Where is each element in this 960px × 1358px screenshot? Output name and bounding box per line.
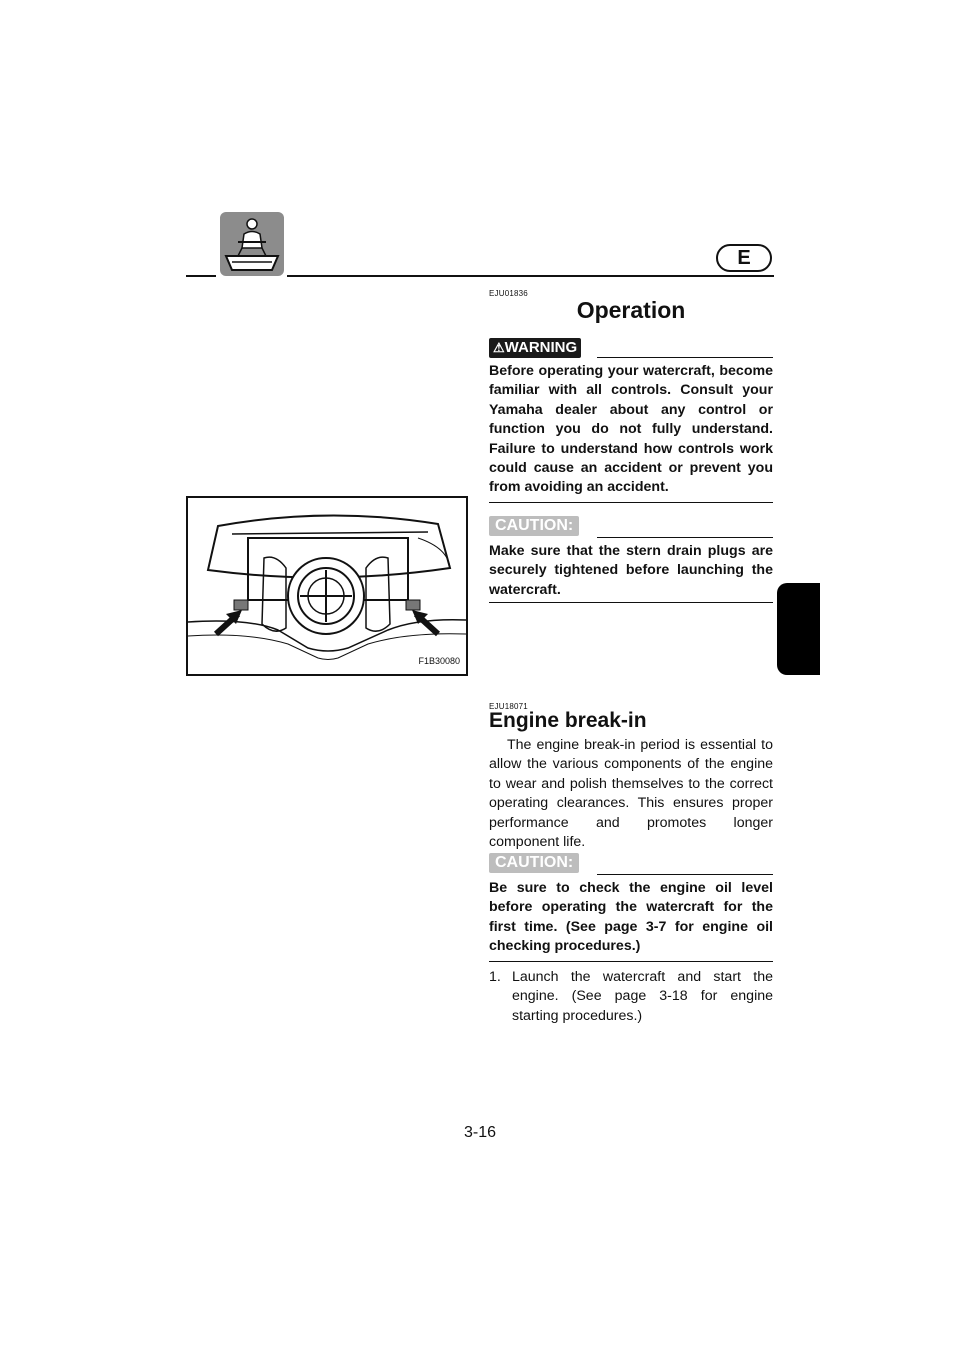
caution-text: Make sure that the stern drain plugs are securely tightened before launching the watercraft. xyxy=(489,543,773,598)
warning-rule-bottom xyxy=(489,502,773,503)
warning-rule-top xyxy=(597,357,773,358)
header-rule-right xyxy=(287,275,774,277)
break-in-code: EJU18071 xyxy=(489,702,528,711)
page-number: 3-16 xyxy=(463,1124,497,1141)
break-in-caution-text: Be sure to check the engine oil level before operating the watercraft for the first time. (See page 3-7 for engine oil checking procedures.) xyxy=(489,880,773,955)
step-text: Launch the watercraft and start the engine. (See page 3-18 for engine starting procedures.) xyxy=(512,969,773,1024)
figure-code: F1B30080 xyxy=(418,656,460,666)
warning-text: Before operating your watercraft, become familiar with all controls. Consult your Yamaha dealer about any control or function you do not fully understand. Failure to understand how controls work could cause an accident or prevent you from avoiding an accident. xyxy=(489,363,773,496)
break-in-title: Engine break-in xyxy=(489,709,647,732)
break-in-intro: The engine break-in period is essential to allow the various components of the engine to wear and polish themselves to the correct operating clearances. This ensures proper performance and promotes longer component life. xyxy=(489,737,773,851)
break-in-caution-rule-top xyxy=(597,874,773,875)
language-badge: E xyxy=(716,244,772,272)
header-rule-left xyxy=(186,275,216,277)
stern-drain-figure xyxy=(186,496,468,676)
caution-rule-top xyxy=(597,537,773,538)
section-code: EJU01836 xyxy=(489,289,528,298)
break-in-caution-label: CAUTION: xyxy=(489,853,579,873)
caution-label: CAUTION: xyxy=(489,516,579,536)
chapter-tab xyxy=(777,583,820,675)
section-title: Operation xyxy=(576,297,686,323)
caution-rule-bottom xyxy=(489,602,773,603)
personal-watercraft-rider-icon xyxy=(220,212,284,276)
warning-triangle-icon: ⚠ xyxy=(493,340,505,355)
warning-label: ⚠WARNING xyxy=(489,338,581,358)
break-in-caution-rule-bottom xyxy=(489,961,773,962)
step-number: 1. xyxy=(489,969,501,985)
stern-drain-plugs-illustration xyxy=(188,498,466,674)
